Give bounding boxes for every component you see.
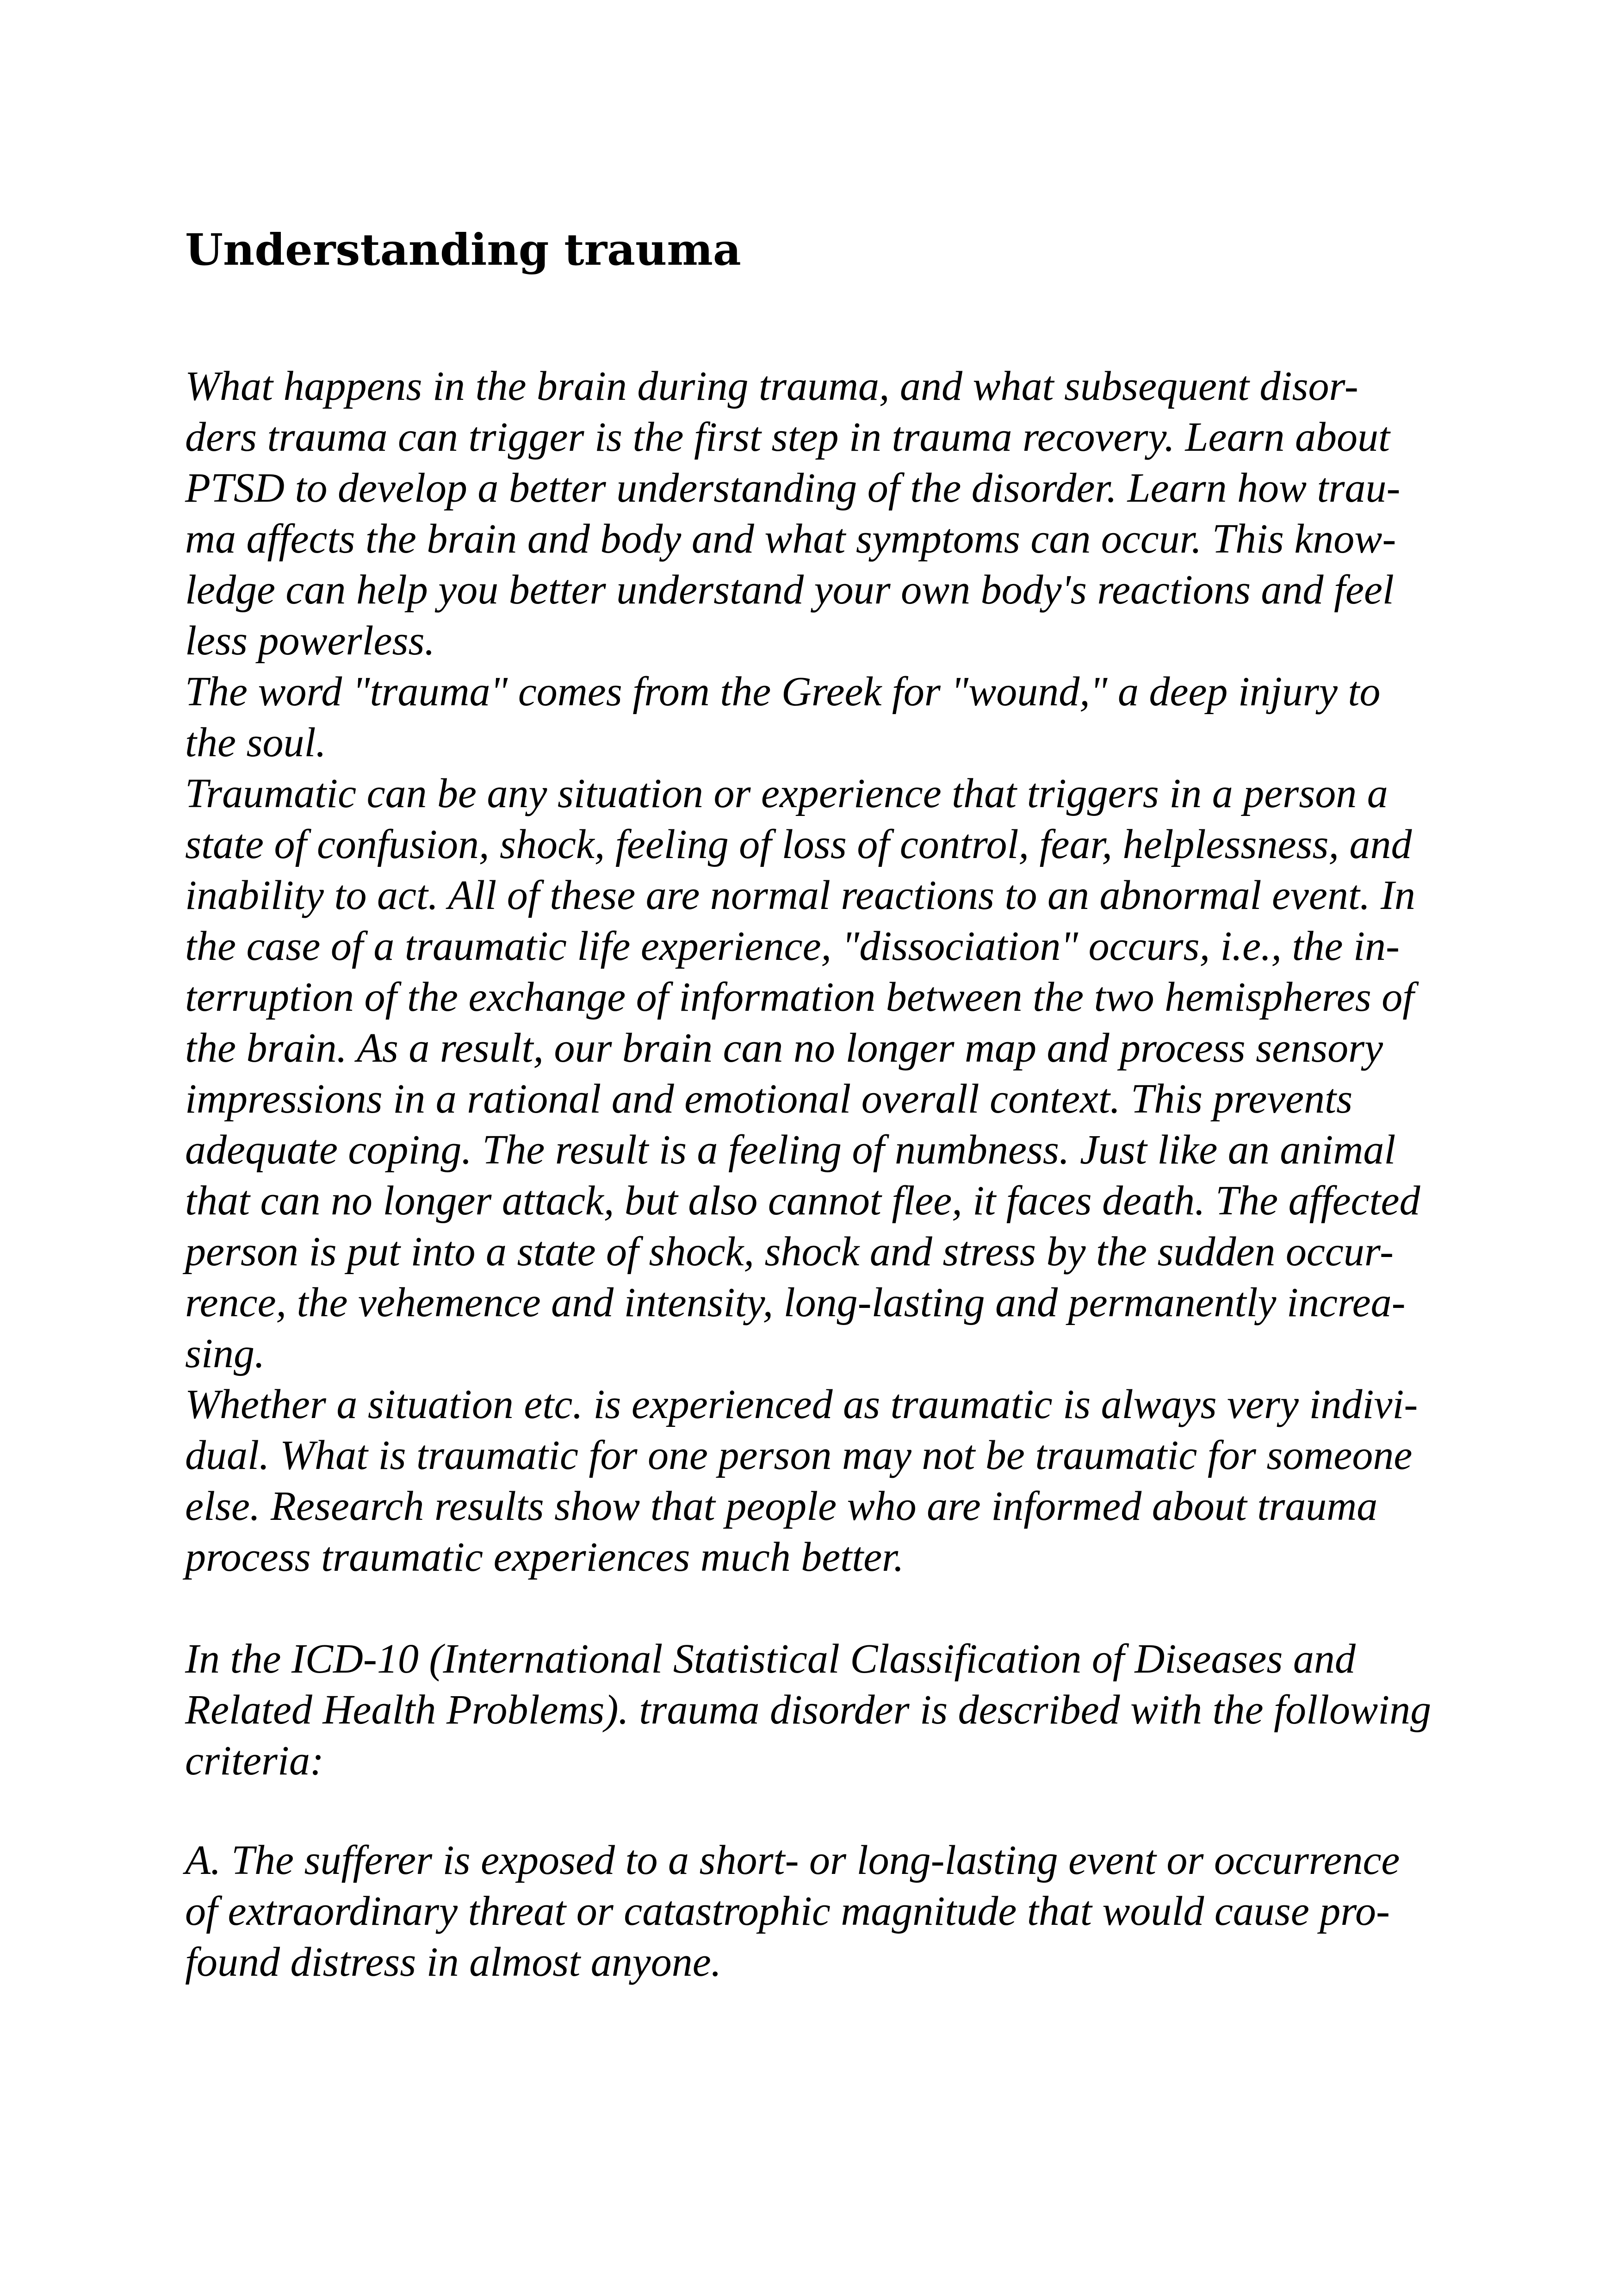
text-line: sing. — [185, 1331, 265, 1376]
text-line: terruption of the exchange of information between the two hemispheres of — [185, 974, 1414, 1020]
text-line: Traumatic can be any situation or experience that triggers in a person a — [185, 771, 1388, 816]
text-line: process traumatic experiences much better. — [185, 1534, 904, 1580]
criteria-a-paragraph — [185, 1835, 1444, 1988]
text-line: Related Health Problems). trauma disorder is described with the following — [185, 1687, 1432, 1733]
text-line: person is put into a state of shock, shock and stress by the sudden occur- — [185, 1229, 1394, 1275]
text-line: adequate coping. The result is a feeling of numbness. Just like an animal — [185, 1127, 1396, 1173]
text-line: ders trauma can trigger is the first step in trauma recovery. Learn about — [185, 414, 1390, 460]
text-line: Whether a situation etc. is experienced as traumatic is always very indivi- — [185, 1381, 1418, 1427]
text-line: In the ICD-10 (International Statistical Classification of Diseases and — [185, 1636, 1356, 1682]
text-line: ma affects the brain and body and what symptoms can occur. This know- — [185, 516, 1396, 562]
text-line: state of confusion, shock, feeling of loss of control, fear, helplessness, and — [185, 821, 1412, 867]
text-line: else. Research results show that people who are informed about trauma — [185, 1483, 1378, 1529]
text-line: inability to act. All of these are normal reactions to an abnormal event. In — [185, 872, 1415, 918]
text-line: impressions in a rational and emotional overall context. This prevents — [185, 1076, 1353, 1122]
intro-paragraph — [185, 361, 1444, 1583]
text-line: A. The sufferer is exposed to a short- or long-lasting event or occurrence — [185, 1837, 1400, 1883]
text-line: of extraordinary threat or catastrophic magnitude that would cause pro- — [185, 1888, 1390, 1934]
text-line: The word "trauma" comes from the Greek for "wound," a deep injury to — [185, 669, 1381, 715]
text-line: the case of a traumatic life experience, "dissociation" occurs, i.e., the in- — [185, 923, 1400, 969]
text-line: ledge can help you better understand your own body's reactions and feel — [185, 567, 1394, 613]
text-line: dual. What is traumatic for one person may not be traumatic for someone — [185, 1432, 1413, 1478]
text-line: What happens in the brain during trauma, and what subsequent disor- — [185, 363, 1358, 409]
text-line: the soul. — [185, 720, 326, 765]
text-line: the brain. As a result, our brain can no longer map and process sensory — [185, 1025, 1383, 1071]
icd-paragraph — [185, 1634, 1444, 1786]
text-line: rence, the vehemence and intensity, long-lasting and permanently increa- — [185, 1280, 1406, 1325]
text-line: found distress in almost anyone. — [185, 1939, 722, 1985]
text-line: PTSD to develop a better understanding of the disorder. Learn how trau- — [185, 465, 1401, 511]
text-line: less powerless. — [185, 618, 435, 664]
text-line: that can no longer attack, but also cannot flee, it faces death. The affected — [185, 1178, 1420, 1224]
text-line: criteria: — [185, 1738, 324, 1784]
page-title: Understanding trauma — [185, 224, 741, 275]
